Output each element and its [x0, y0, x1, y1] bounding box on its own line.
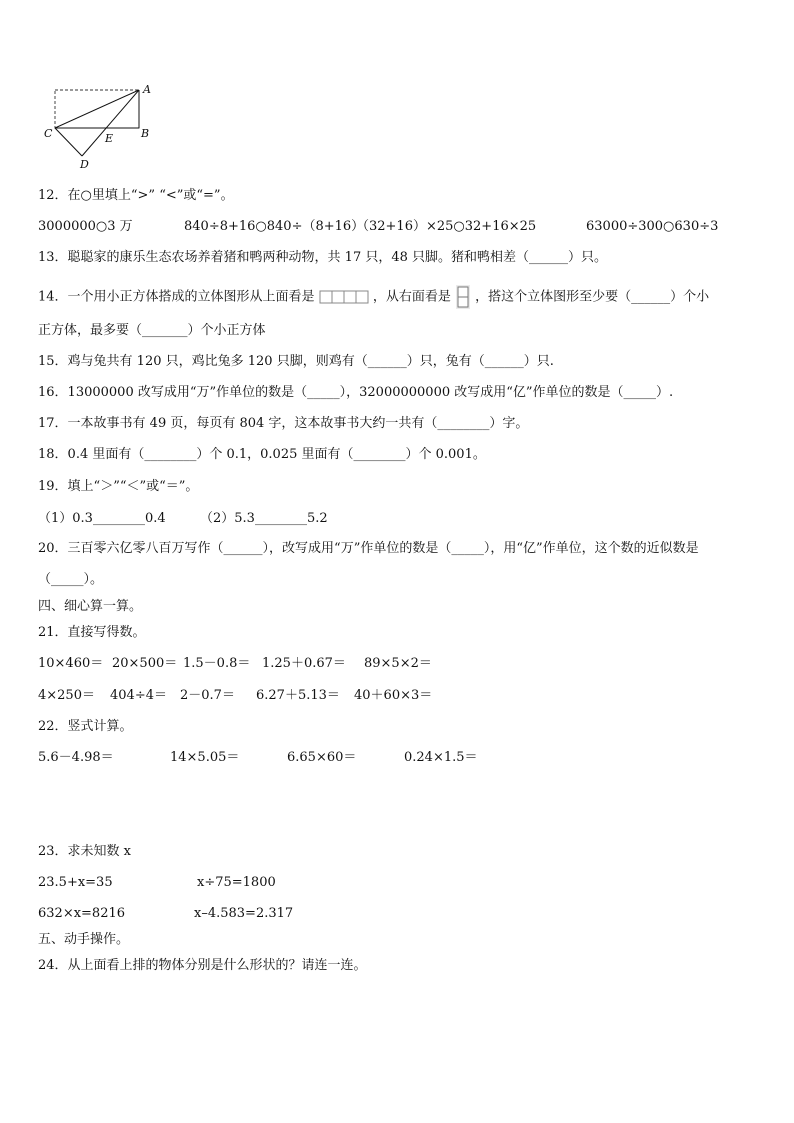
q20-line2: （_____）。 — [38, 572, 104, 587]
q19-prompt: 19．填上“＞”“＜”或“＝”。 — [38, 479, 199, 494]
q12-item-4: 63000÷300○630÷3 — [586, 219, 719, 234]
segment-ca — [55, 90, 139, 128]
segment-da — [82, 90, 139, 156]
q19-item-1: （1）0.3________0.4 — [38, 511, 166, 526]
label-d: D — [80, 158, 89, 171]
q19-item-2: （2）5.3________5.2 — [200, 511, 328, 526]
q22-item-2: 14×5.05＝ — [170, 750, 240, 765]
q16-text: 16．13000000 改写成用“万”作单位的数是（_____），32000000000 改写成用“亿”作单位的数是（_____）. — [38, 385, 674, 400]
q18-text: 18．0.4 里面有（________）个 0.1，0.025 里面有（________）个 0.001。 — [38, 447, 486, 462]
q14-line2: 正方体，最多要（_______）个小正方体 — [38, 323, 266, 338]
q23-item-4: x–4.583=2.317 — [194, 906, 294, 921]
q21-r2-5: 40＋60×3＝ — [354, 688, 433, 703]
q23-item-3: 632×x=8216 — [38, 906, 126, 921]
q21-r1-4: 1.25＋0.67＝ — [262, 656, 346, 671]
q12-item-2: 840÷8+16○840÷（8+16） — [184, 219, 365, 234]
q23-item-2: x÷75=1800 — [197, 875, 276, 890]
q14-part3: ，搭这个立体图形至少要（______）个小 — [475, 289, 710, 305]
q12-prompt: 12．在○里填上“>” “<”或“=”。 — [38, 188, 234, 203]
q22-item-3: 6.65×60＝ — [287, 750, 357, 765]
q12-item-3: （32+16）×25○32+16×25 — [356, 219, 537, 234]
q21-r2-1: 4×250＝ — [38, 688, 95, 703]
label-c: C — [44, 127, 53, 140]
q15-text: 15．鸡与兔共有 120 只，鸡比兔多 120 只脚，则鸡有（______）只，兔有（______）只. — [38, 354, 554, 369]
q21-r2-2: 404÷4＝ — [110, 688, 167, 703]
four-squares-row-icon — [319, 289, 369, 305]
q13-text: 13．聪聪家的康乐生态农场养着猪和鸭两种动物，共 17 只，48 只脚。猪和鸭相差（______）只。 — [38, 250, 608, 265]
two-squares-column-icon — [455, 285, 471, 309]
q22-item-1: 5.6－4.98＝ — [38, 750, 114, 765]
section4-title: 四、细心算一算。 — [38, 599, 143, 614]
q21-r1-3: 1.5－0.8＝ — [183, 656, 251, 671]
q23-item-1: 23.5+x=35 — [38, 875, 113, 890]
q21-r1-5: 89×5×2＝ — [364, 656, 432, 671]
label-e: E — [105, 132, 114, 145]
q14-part2: ，从右面看是 — [372, 289, 451, 305]
q14-part1: 14．一个用小正方体搭成的立体图形从上面看是 — [38, 289, 315, 305]
q22-item-4: 0.24×1.5＝ — [404, 750, 478, 765]
q24-text: 24．从上面看上排的物体分别是什么形状的？请连一连。 — [38, 958, 367, 973]
segment-cd — [55, 128, 82, 156]
section5-title: 五、动手操作。 — [38, 932, 130, 947]
label-b: B — [141, 127, 150, 140]
q21-r2-3: 2－0.7＝ — [180, 688, 235, 703]
q20-line1: 20．三百零六亿零八百万写作（______），改写成用“万”作单位的数是（_____），用“亿”作单位，这个数的近似数是 — [38, 541, 699, 556]
geometry-figure — [40, 82, 160, 172]
label-a: A — [143, 83, 151, 96]
q21-prompt: 21．直接写得数。 — [38, 625, 146, 640]
q21-r2-4: 6.27＋5.13＝ — [256, 688, 340, 703]
q12-item-1: 3000000○3 万 — [38, 219, 133, 234]
q22-prompt: 22．竖式计算。 — [38, 719, 133, 734]
q21-r1-2: 20×500＝ — [112, 656, 178, 671]
q14-line1 — [38, 285, 709, 309]
q21-r1-1: 10×460＝ — [38, 656, 104, 671]
q23-prompt: 23．求未知数 x — [38, 844, 132, 859]
q17-text: 17．一本故事书有 49 页，每页有 804 字，这本故事书大约一共有（________）字。 — [38, 416, 529, 431]
